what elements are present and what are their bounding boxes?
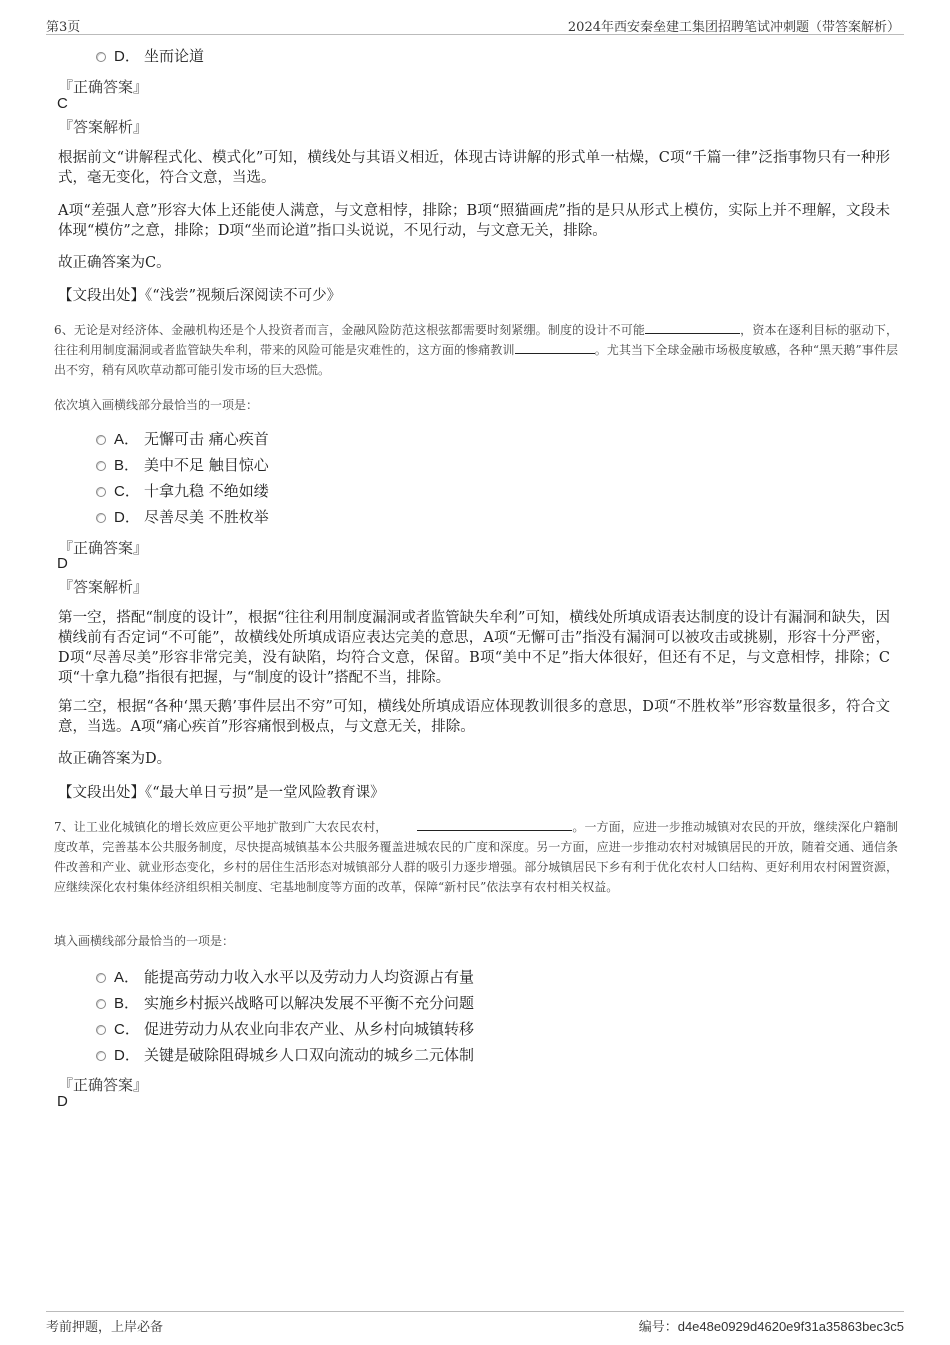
q5-option-d[interactable]: D． 坐而论道 — [96, 46, 204, 66]
q6-analysis-label: 『答案解析』 — [58, 578, 149, 596]
q7-answer-label: 『正确答案』 — [58, 1076, 149, 1094]
q6-option-b[interactable]: B． 美中不足 触目惊心 — [96, 455, 269, 475]
q5-answer: C — [57, 95, 68, 112]
q6-text: 6、无论是对经济体、金融机构还是个人投资者而言，金融风险防范这根弦都需要时刻紧绷。制度的设计不可能 ，资本在逐利目标的驱动下，往往利用制度漏洞或者监管缺失牟利，带来的风险可能是灾难性的，这方面的惨痛教训 。尤其当下全球金融市场极度敏感，各种“黑天鹅”事件层出不穷，稍有风吹草动都可能引发市场的巨大恐慌。 — [54, 323, 898, 377]
q7-option-c[interactable]: C． 促进劳动力从农业向非农产业、从乡村向城镇转移 — [96, 1019, 474, 1039]
radio-icon[interactable] — [96, 1051, 106, 1061]
q6-blank-1 — [645, 321, 740, 334]
q6-analysis-p1: 第一空，搭配“制度的设计”，根据“往往利用制度漏洞或者监管缺失牟利”可知，横线处所填成语表达制度的设计有漏洞和缺失，因横线前有否定词“不可能”，故横线处所填成语应表达完美的意思，A项“无懈可击”指没有漏洞可以被攻击或挑剔，形容十分严密，D项“尽善尽美”形容非常完美，没有缺陷，均符合文意，保留。B项“美中不足”指大体很好，但还有不足，与文意相悖，排除；C项“十拿九稳”指很有把握，与“制度的设计”搭配不当，排除。 — [58, 610, 890, 686]
radio-icon[interactable] — [96, 1025, 106, 1035]
q6-answer-label: 『正确答案』 — [58, 539, 149, 557]
page-number: 第3页 — [46, 20, 81, 35]
radio-icon[interactable] — [96, 52, 106, 62]
radio-icon[interactable] — [96, 513, 106, 523]
q7-option-b[interactable]: B． 实施乡村振兴战略可以解决发展不平衡不充分问题 — [96, 993, 474, 1013]
radio-icon[interactable] — [96, 999, 106, 1009]
q6-answer: D — [57, 555, 68, 572]
q6-option-d[interactable]: D． 尽善尽美 不胜枚举 — [96, 507, 269, 527]
q7-prompt: 填入画横线部分最恰当的一项是： — [54, 934, 235, 948]
q5-analysis-p1: 根据前文“讲解程式化、模式化”可知，横线处与其语义相近，体现古诗讲解的形式单一枯燥，C项“千篇一律”泛指事物只有一种形式，毫无变化，符合文意，当选。 — [58, 150, 890, 186]
q5-source: 【文段出处】《“浅尝”视频后深阅读不可少》 — [58, 288, 342, 304]
q6-source: 【文段出处】《“最大单日亏损”是一堂风险教育课》 — [58, 785, 385, 801]
footer-motto: 考前押题，上岸必备 — [46, 1320, 164, 1335]
radio-icon[interactable] — [96, 435, 106, 445]
q5-analysis-label: 『答案解析』 — [58, 118, 149, 136]
q7-blank — [417, 818, 572, 831]
q7-option-a[interactable]: A． 能提高劳动力收入水平以及劳动力人均资源占有量 — [96, 967, 474, 987]
q5-analysis-p3: 故正确答案为C。 — [58, 255, 171, 271]
q6-blank-2 — [515, 341, 595, 354]
radio-icon[interactable] — [96, 461, 106, 471]
q6-option-c[interactable]: C． 十拿九稳 不绝如缕 — [96, 481, 269, 501]
q6-prompt: 依次填入画横线部分最恰当的一项是： — [54, 398, 259, 412]
radio-icon[interactable] — [96, 487, 106, 497]
q6-analysis-p2: 第二空，根据“各种‘黑天鹅’事件层出不穷”可知，横线处所填成语应体现教训很多的意思，D项“不胜枚举”形容数量很多，符合文意，当选。A项“痛心疾首”形容痛恨到极点，与文意无关，排除。 — [58, 699, 890, 735]
q7-text: 7、让工业化城镇化的增长效应更公平地扩散到广大农民农村， 。一方面，应进一步推动城镇对农民的开放，继续深化户籍制度改革，完善基本公共服务制度，尽快提高城镇基本公共服务覆盖进城农民的广度和深度。另一方面，应进一步推动农村对城镇居民的开放，随着交通、通信条件改善和产业、就业形态变化，乡村的居住生活形态对城镇部分人群的吸引力逐步增强。部分城镇居民下乡有利于优化农村人口结构、更好利用农村闲置资源，应继续深化农村集体经济组织相关制度、宅基地制度等方面的改革，保障“新村民”依法享有农村相关权益。 — [54, 820, 898, 894]
q6-option-a[interactable]: A． 无懈可击 痛心疾首 — [96, 429, 269, 449]
radio-icon[interactable] — [96, 973, 106, 983]
q5-answer-label: 『正确答案』 — [58, 78, 149, 96]
q6-analysis-p3: 故正确答案为D。 — [58, 751, 172, 767]
page-header — [46, 14, 904, 35]
document-title: 2024年西安秦垒建工集团招聘笔试冲刺题（带答案解析） — [567, 20, 900, 35]
page-footer — [46, 1311, 904, 1334]
q5-analysis-p2: A项“差强人意”形容大体上还能使人满意，与文意相悖，排除；B项“照猫画虎”指的是只从形式上模仿，实际上并不理解，文段未体现“模仿”之意，排除；D项“坐而论道”指口头说说，不见行动，与文意无关，排除。 — [58, 203, 890, 239]
footer-code: 编号：d4e48e0929d4620e9f31a35863bec3c5 — [638, 1319, 904, 1335]
q7-option-d[interactable]: D． 关键是破除阻碍城乡人口双向流动的城乡二元体制 — [96, 1045, 474, 1065]
q7-answer: D — [57, 1093, 68, 1110]
